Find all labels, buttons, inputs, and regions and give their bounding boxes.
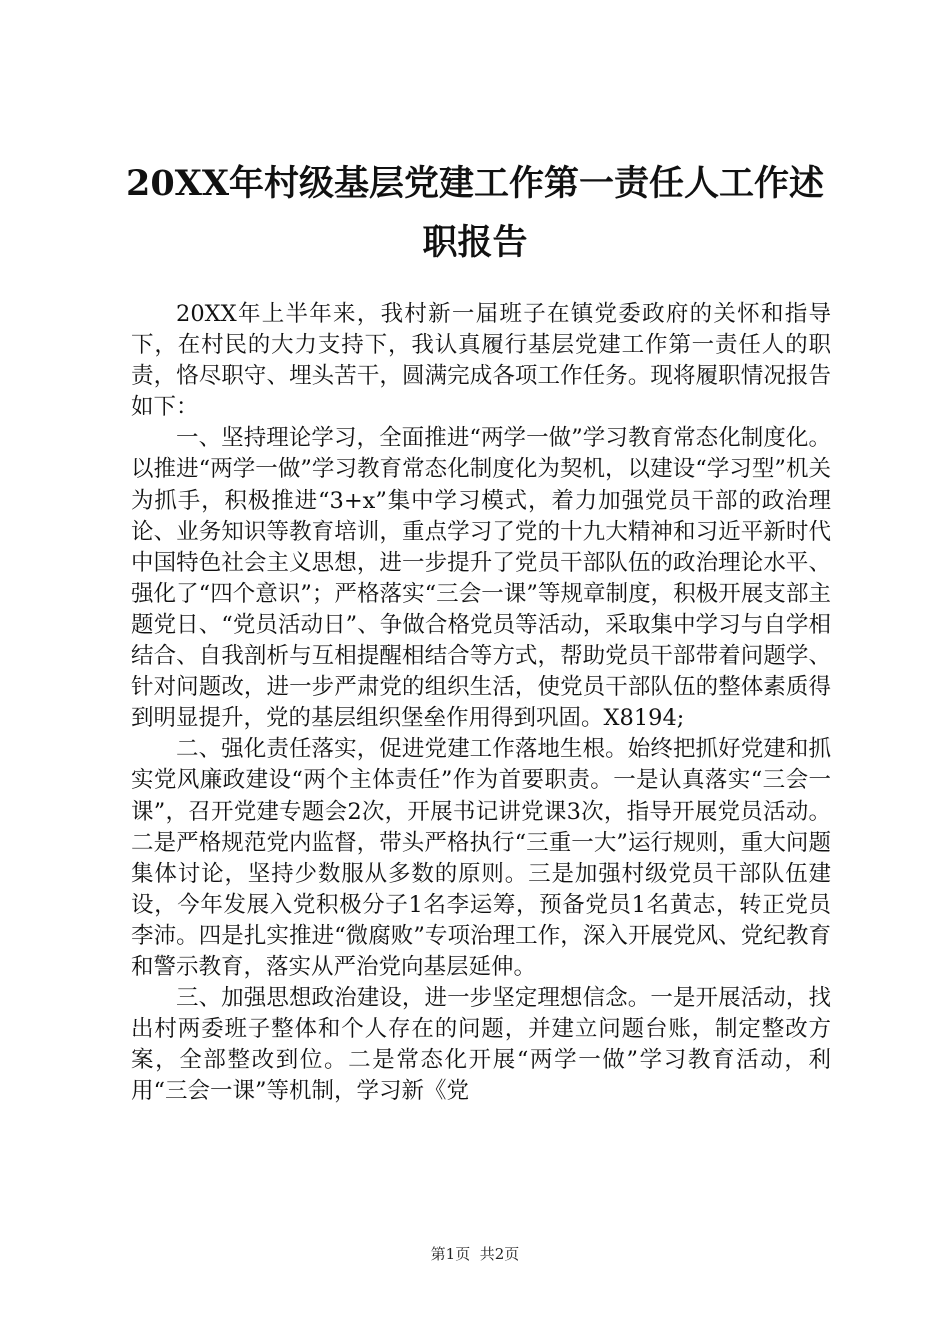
paragraph-intro: 20XX年上半年来，我村新一届班子在镇党委政府的关怀和指导下，在村民的大力支持下，我认真履行基层党建工作第一责任人的职责，恪尽职守、埋头苦干，圆满完成各项工作任务。现将履职情况报告如下：: [131, 301, 831, 421]
paragraph-section-3: 三、加强思想政治建设，进一步坚定理想信念。一是开展活动，找出村两委班子整体和个人存在的问题，并建立问题台账，制定整改方案，全部整改到位。二是常态化开展“两学一做”学习教育活动，利用“三会一课”等机制，学习新《党: [131, 985, 831, 1105]
page-number-total: 共2页: [479, 1245, 520, 1263]
document-title-line-1: 20XX年村级基层党建工作第一责任人工作述: [125, 163, 825, 204]
page-footer: [0, 1243, 950, 1264]
paragraph-section-2: 二、强化责任落实，促进党建工作落地生根。始终把抓好党建和抓实党风廉政建设“两个主体责任”作为首要职责。一是认真落实“三会一课”，召开党建专题会2次，开展书记讲党课3次，指导开展党员活动。二是严格规范党内监督，带头严格执行“三重一大”运行规则，重大问题集体讨论，坚持少数服从多数的原则。三是加强村级党员干部队伍建设，今年发展入党积极分子1名李运筹，预备党员1名黄志，转正党员李沛。四是扎实推进“微腐败”专项治理工作，深入开展党风、党纪教育和警示教育，落实从严治党向基层延伸。: [131, 736, 831, 980]
document-body: [131, 299, 831, 1107]
page-number-current: 第1页: [430, 1245, 471, 1263]
paragraph-section-1: 一、坚持理论学习，全面推进“两学一做”学习教育常态化制度化。以推进“两学一做”学习教育常态化制度化为契机，以建设“学习型”机关为抓手，积极推进“3+x”集中学习模式，着力加强党员干部的政治理论、业务知识等教育培训，重点学习了党的十九大精神和习近平新时代中国特色社会主义思想，进一步提升了党员干部队伍的政治理论水平、强化了“四个意识”；严格落实“三会一课”等规章制度，积极开展支部主题党日、“党员活动日”、争做合格党员等活动，采取集中学习与自学相结合、自我剖析与互相提醒相结合等方式，帮助党员干部带着问题学、针对问题改，进一步严肃党的组织生活，使党员干部队伍的整体素质得到明显提升，党的基层组织堡垒作用得到巩固。X8194;: [131, 425, 831, 732]
document-title-line-2: 职报告: [422, 222, 528, 263]
